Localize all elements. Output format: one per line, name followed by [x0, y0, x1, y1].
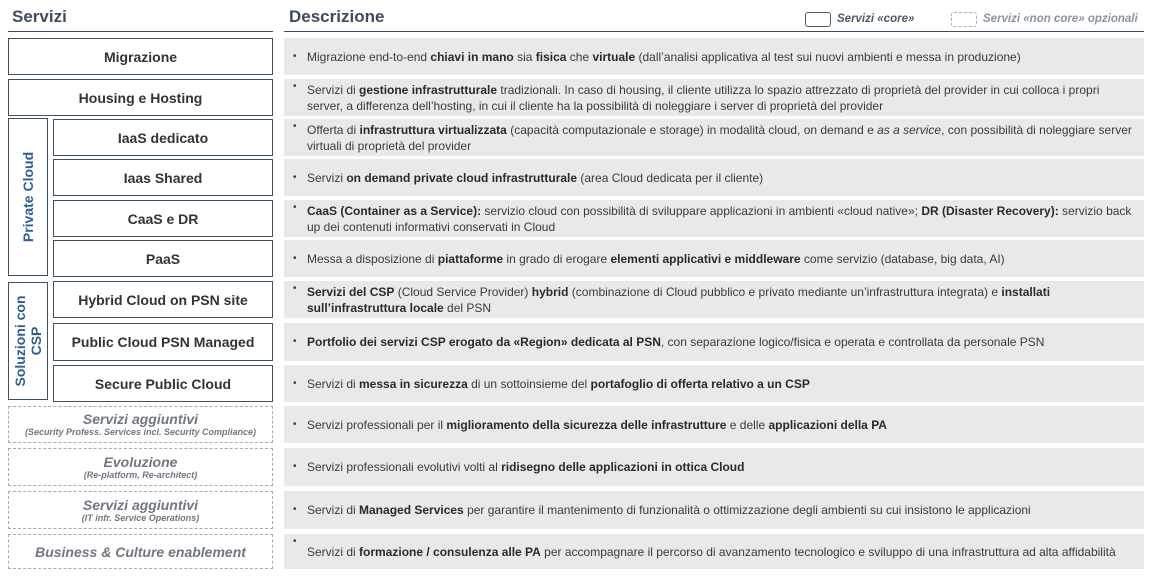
service-migrazione: Migrazione [8, 38, 273, 75]
bullet: • [293, 121, 297, 132]
description-row: • Offerta di infrastruttura virtualizzata (capacità computazionale e storage) in modalità cloud, on demand e as a service, con possibilità di noleggiare server virtuali di proprietà del provider [284, 119, 1144, 156]
private-cloud-group [8, 118, 48, 276]
service-paas: PaaS [53, 240, 273, 277]
bullet: • [293, 283, 297, 294]
bullet: • [293, 81, 297, 92]
description-row: • Servizi del CSP (Cloud Service Provider) hybrid (combinazione di Cloud pubblico e privato mediante un’infrastruttura integrata) e installati sull’infrastruttura locale del PSN [284, 281, 1144, 318]
core-legend-swatch [805, 12, 831, 27]
service-servizi-aggiuntivi-security: Servizi aggiuntivi (Security Profess. Services incl. Security Compliance) [8, 406, 273, 443]
bullet: • [293, 336, 297, 347]
description-row: • Messa a disposizione di piattaforme in grado di erogare elementi applicativi e middleware come servizio (database, big data, AI) [284, 240, 1144, 277]
bullet: • [293, 252, 297, 264]
services-header: Servizi [12, 7, 67, 26]
service-secure-public-cloud: Secure Public Cloud [53, 365, 273, 402]
bullet: • [293, 461, 297, 472]
description-row: • Portfolio dei servizi CSP erogato da «Region» dedicata al PSN, con separazione logico/fisica e operata e controllata da personale PSN [284, 323, 1144, 361]
bullet: • [293, 418, 297, 430]
description-row: • Servizi professionali per il miglioramento della sicurezza delle infrastrutture e delle applicazioni della PA [284, 406, 1144, 443]
description-row: • Migrazione end-to-end chiavi in mano sia fisica che virtuale (dall’analisi applicativa al test sui nuovi ambienti e messa in produzione) [284, 38, 1144, 75]
service-servizi-aggiuntivi-operations: Servizi aggiuntivi (IT infr. Service Operations) [8, 491, 273, 529]
description-row: • Servizi professionali evolutivi volti al ridisegno delle applicazioni in ottica Cloud [284, 448, 1144, 486]
service-business-culture: Business & Culture enablement [8, 534, 273, 569]
services-header-underline [8, 31, 273, 32]
description-header-underline [284, 31, 1144, 32]
non-core-legend-swatch [951, 12, 977, 27]
description-row: • Servizi di messa in sicurezza di un sottoinsieme del portafoglio di offerta relativo a un CSP [284, 365, 1144, 402]
service-hybrid-cloud: Hybrid Cloud on PSN site [53, 281, 273, 318]
description-row: • Servizi di Managed Services per garantire il mantenimento di funzionalità o ottimizzazione degli ambienti su cui insistono le applicazioni [284, 491, 1144, 529]
service-housing-hosting: Housing e Hosting [8, 79, 273, 116]
service-evoluzione: Evoluzione (Re-platform, Re-architect) [8, 448, 273, 486]
service-public-cloud-managed: Public Cloud PSN Managed [53, 323, 273, 361]
description-row: • Servizi on demand private cloud infrastrutturale (area Cloud dedicata per il cliente) [284, 159, 1144, 196]
bullet: • [293, 202, 297, 213]
bullet: • [293, 536, 297, 547]
csp-solutions-group [8, 282, 48, 400]
service-iaas-dedicato: IaaS dedicato [53, 119, 273, 156]
description-header: Descrizione [289, 7, 385, 26]
core-legend-label: Servizi «core» [837, 13, 915, 25]
csp-solutions-group-label: Soluzioni con CSP [12, 295, 44, 387]
bullet: • [293, 504, 297, 515]
service-caas-dr: CaaS e DR [53, 200, 273, 237]
description-row: • Servizi di gestione infrastrutturale tradizionali. In caso di housing, il cliente utilizza lo spazio attrezzato di proprietà del provider in cui colloca i propri server, a differenza dell’hosting, in cui il cliente ha la possibilità di noleggiare i server di proprietà del provider [284, 79, 1144, 116]
bullet: • [293, 377, 297, 389]
bullet: • [293, 50, 297, 62]
description-row: • CaaS (Container as a Service): servizio cloud con possibilità di sviluppare applicazioni in ambienti «cloud native»; DR (Disaster Recovery): servizio back up dei contenuti informativi conservati in Cloud [284, 200, 1144, 237]
private-cloud-group-label: Private Cloud [20, 151, 36, 243]
description-row: • Servizi di formazione / consulenza alle PA per accompagnare il percorso di avanzamento tecnologico e sviluppo di una infrastruttura ad alta affidabilità [284, 534, 1144, 569]
bullet: • [293, 171, 297, 183]
non-core-legend-label: Servizi «non core» opzionali [983, 13, 1138, 25]
service-iaas-shared: Iaas Shared [53, 159, 273, 196]
